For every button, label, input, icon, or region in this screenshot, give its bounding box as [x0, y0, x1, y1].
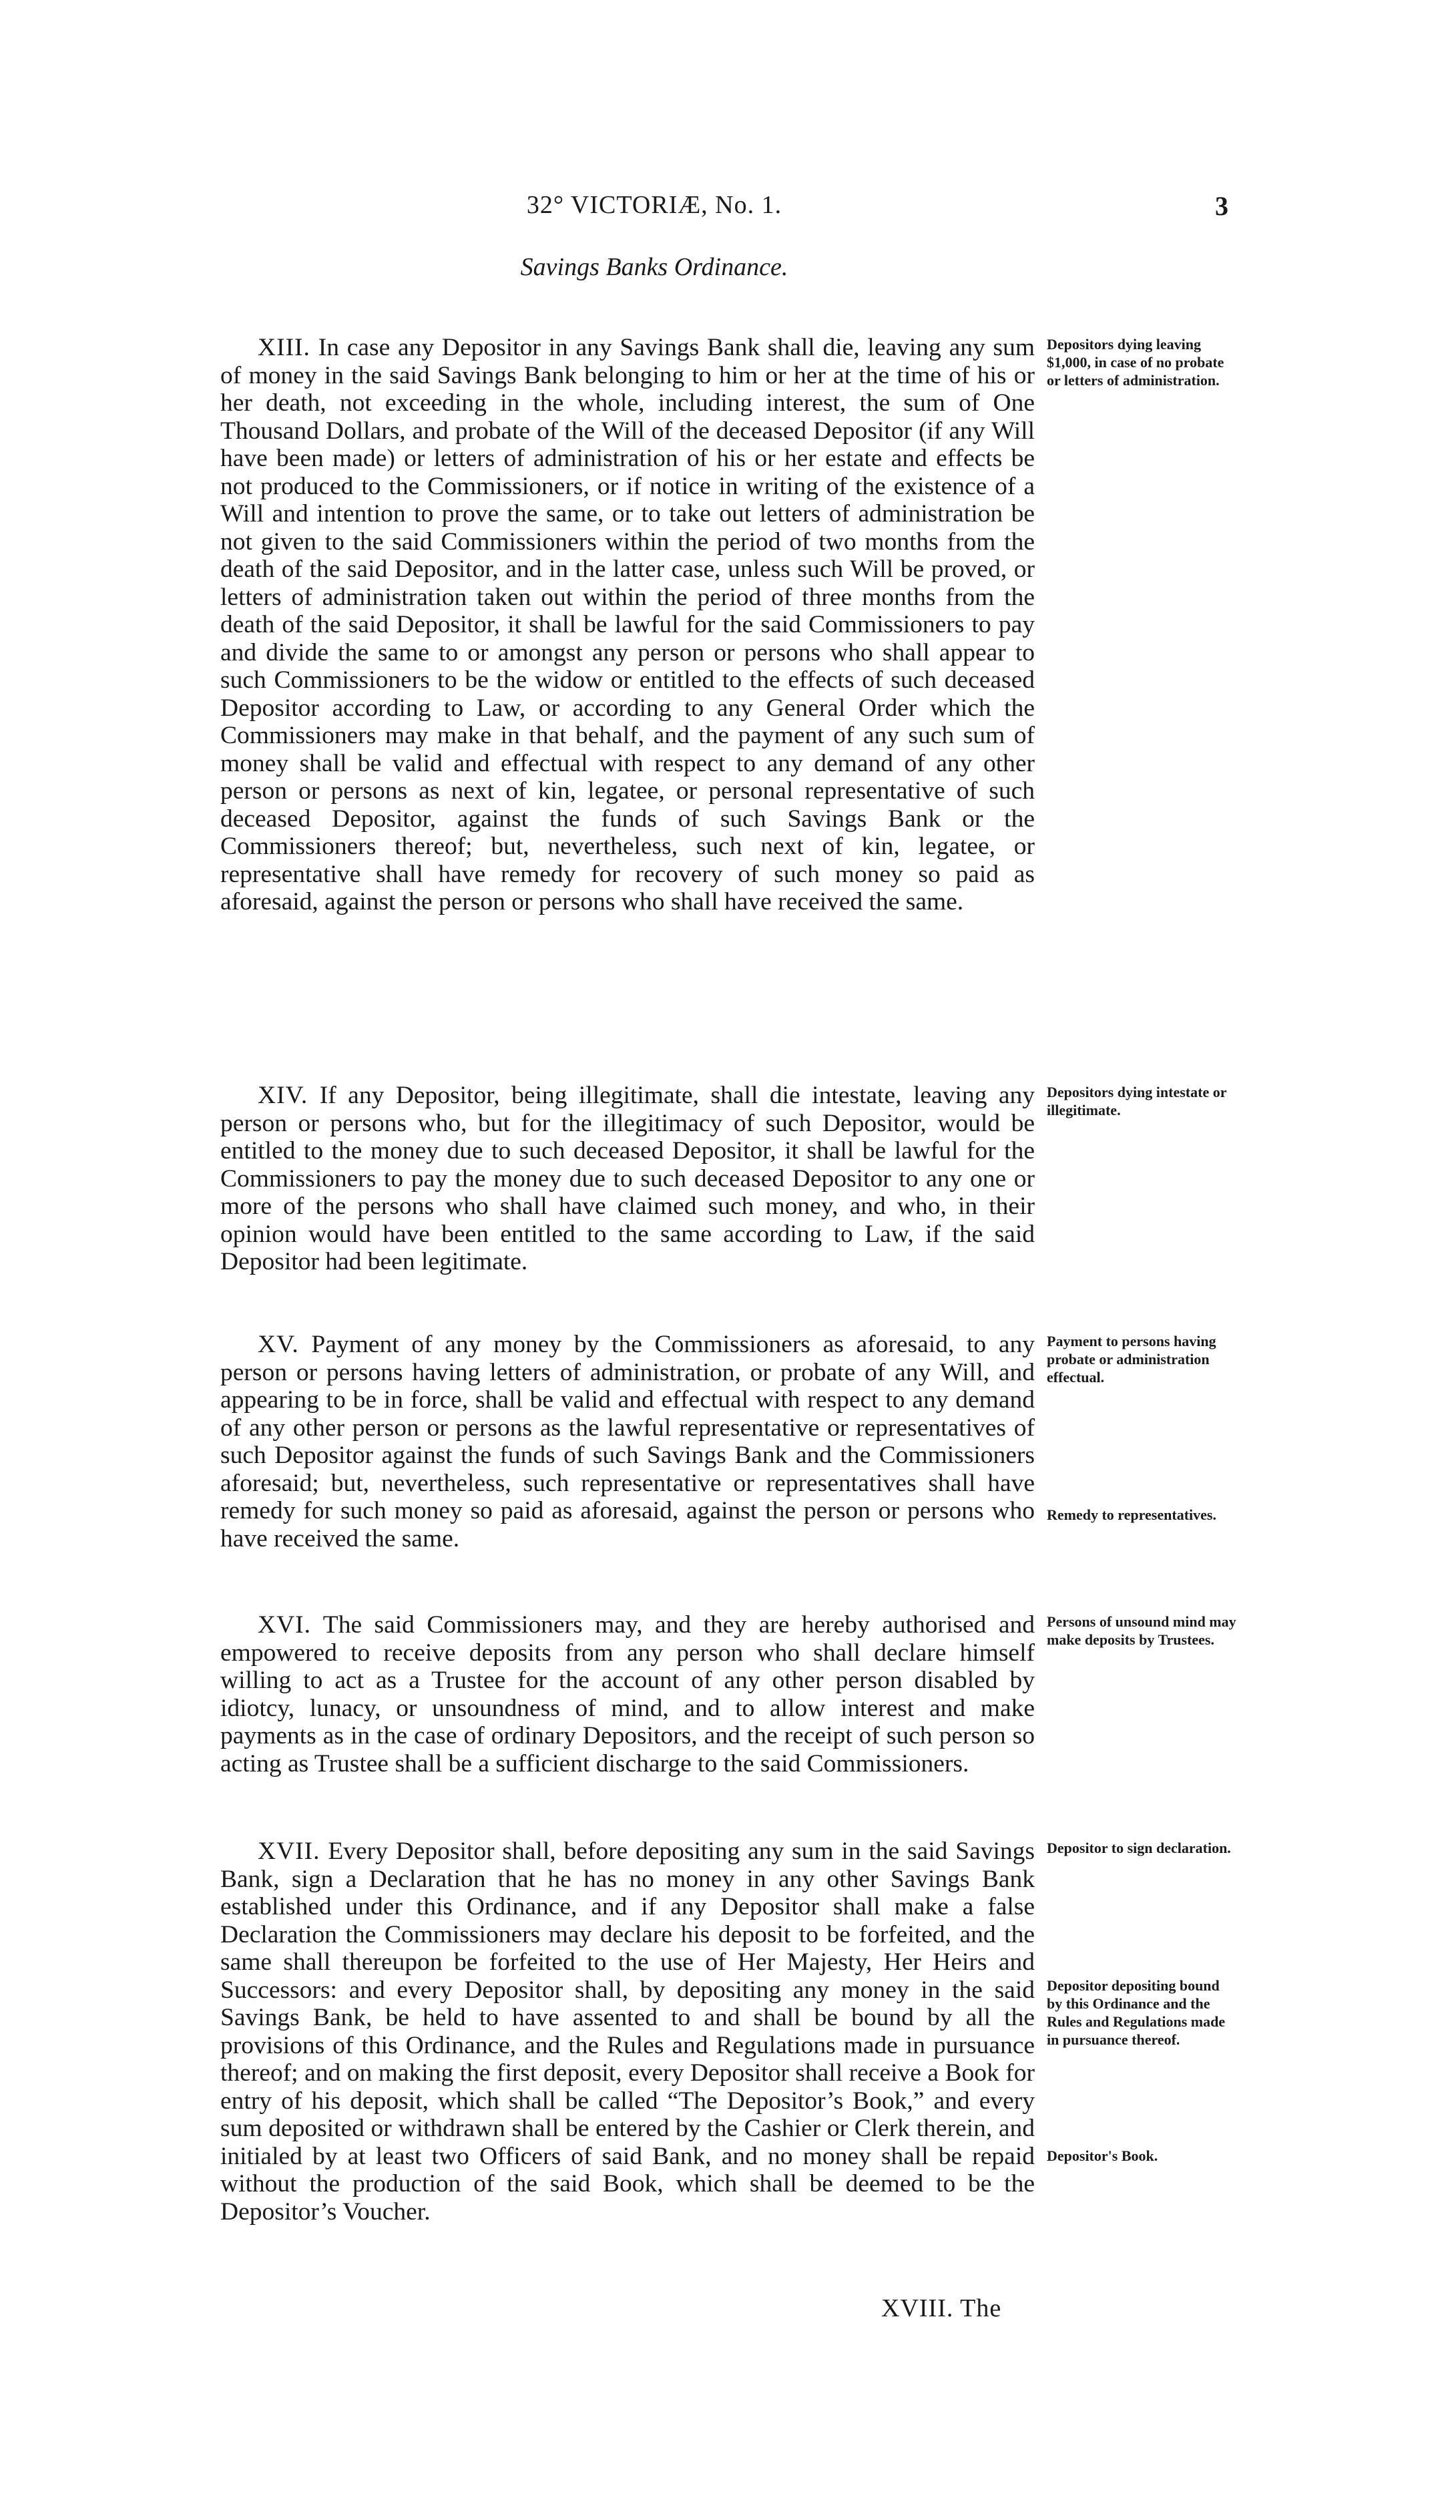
- section-number: XIII.: [258, 334, 310, 361]
- section-text: In case any Depositor in any Savings Bank shall die, leaving any sum of money in the said Savings Bank belonging to him or her at the time of his or her death, not exceeding in the whole, including interest, the sum of One Thousand Dollars, and probate of the Will of the deceased Depositor (if any Will have been made) or letters of administration of his or her estate and effects be not produced to the Commissioners, or if notice in writing of the existence of a Will and intention to prove the same, or to take out letters of administration be not given to the said Commissioners within the period of two months from the death of the said Depositor, and in the latter case, unless such Will be proved, or letters of administration taken out within the period of three months from the death of the said Depositor, it shall be lawful for the said Commissioners to pay and divide the same to or amongst any person or persons who shall appear to such Commissioners to be the widow or entitled to the effects of such deceased Depositor according to Law, or according to any General Order which the Commissioners may make in that behalf, and the payment of any such sum of money shall be valid and effectual with respect to any demand of any other person or persons as next of kin, legatee, or personal representative of such deceased Depositor, against the funds of such Savings Bank or the Commissioners thereof; but, nevertheless, such next of kin, legatee, or representative shall have remedy for recovery of such money so paid as aforesaid, against the person or persons who shall have received the same.: [220, 334, 1035, 915]
- section-number: XVII.: [258, 1838, 320, 1865]
- section-number: XVI.: [258, 1611, 312, 1639]
- section-xiv: [220, 1082, 1035, 1276]
- marginal-note: Depositor to sign declaration.: [1047, 1840, 1231, 1856]
- section-xvii: [220, 1838, 1035, 2226]
- page-number: 3: [1215, 191, 1228, 221]
- section-xv: [220, 1331, 1035, 1552]
- section-text: Payment of any money by the Commissioners as aforesaid, to any person or persons having letters of administration, or probate of any Will, and appearing to be in force, shall be valid and effectual with respect to any demand of any other person or persons as the lawful representative or representatives of such Depositor against the funds of such Savings Bank and the Commissioners aforesaid; but, nevertheless, such representative or representatives shall have remedy for such money so paid as aforesaid, against the person or persons who have received the same.: [220, 1331, 1035, 1552]
- marginal-note: Payment to persons having probate or administration effectual.: [1047, 1333, 1216, 1386]
- section-text: The said Commissioners may, and they are hereby authorised and empowered to receive deposits from any person who shall declare himself willing to act as a Trustee for the account of any other person disabled by idiotcy, lunacy, or unsoundness of mind, and to allow interest and make payments as in the case of ordinary Depositors, and the receipt of such person so acting as Trustee shall be a sufficient discharge to the said Commissioners.: [220, 1611, 1035, 1777]
- section-xiii: [220, 334, 1035, 916]
- running-head: 32° VICTORIÆ, No. 1.: [526, 191, 782, 219]
- marginal-note: Remedy to representatives.: [1047, 1506, 1216, 1523]
- catchword: XVIII. The: [881, 2294, 1002, 2322]
- section-xvi: [220, 1611, 1035, 1777]
- marginal-note: Persons of unsound mind may make deposits by Trustees.: [1047, 1613, 1236, 1648]
- section-text: Every Depositor shall, before depositing any sum in the said Savings Bank, sign a Declaration that he has no money in any other Savings Bank established under this Ordinance, and if any Depositor shall make a false Declaration the Commissioners may declare his deposit to be forfeited, and the same shall thereupon be forfeited to the use of Her Majesty, Her Heirs and Successors: and every Depositor shall, by depositing any money in the said Savings Bank, be held to have assented to and shall be bound by all the provisions of this Ordinance, and the Rules and Regulations made in pursuance thereof; and on making the first deposit, every Depositor shall receive a Book for entry of his deposit, which shall be called “The Depositor’s Book,” and every sum deposited or withdrawn shall be entered by the Cashier or Clerk therein, and initialed by at least two Officers of said Bank, and no money shall be repaid without the production of the said Book, which shall be deemed to be the Depositor’s Voucher.: [220, 1838, 1035, 2226]
- marginal-note: Depositors dying leaving $1,000, in case of no probate or letters of administration.: [1047, 336, 1224, 389]
- section-number: XIV.: [258, 1082, 308, 1109]
- ordinance-subtitle: Savings Banks Ordinance.: [520, 253, 788, 281]
- section-text: If any Depositor, being illegitimate, shall die intestate, leaving any person or persons who, but for the illegitimacy of such Depositor, would be entitled to the money due to such deceased Depositor, it shall be lawful for the Commissioners to pay the money due to such deceased Depositor to any one or more of the persons who shall have claimed such money, and who, in their opinion would have been entitled to the same according to Law, if the said Depositor had been legitimate.: [220, 1082, 1035, 1275]
- marginal-note: Depositors dying intestate or illegitimate.: [1047, 1084, 1227, 1118]
- section-number: XV.: [258, 1331, 299, 1358]
- marginal-note: Depositor depositing bound by this Ordinance and the Rules and Regulations made in pursuance thereof.: [1047, 1977, 1226, 2048]
- marginal-note: Depositor's Book.: [1047, 2147, 1158, 2164]
